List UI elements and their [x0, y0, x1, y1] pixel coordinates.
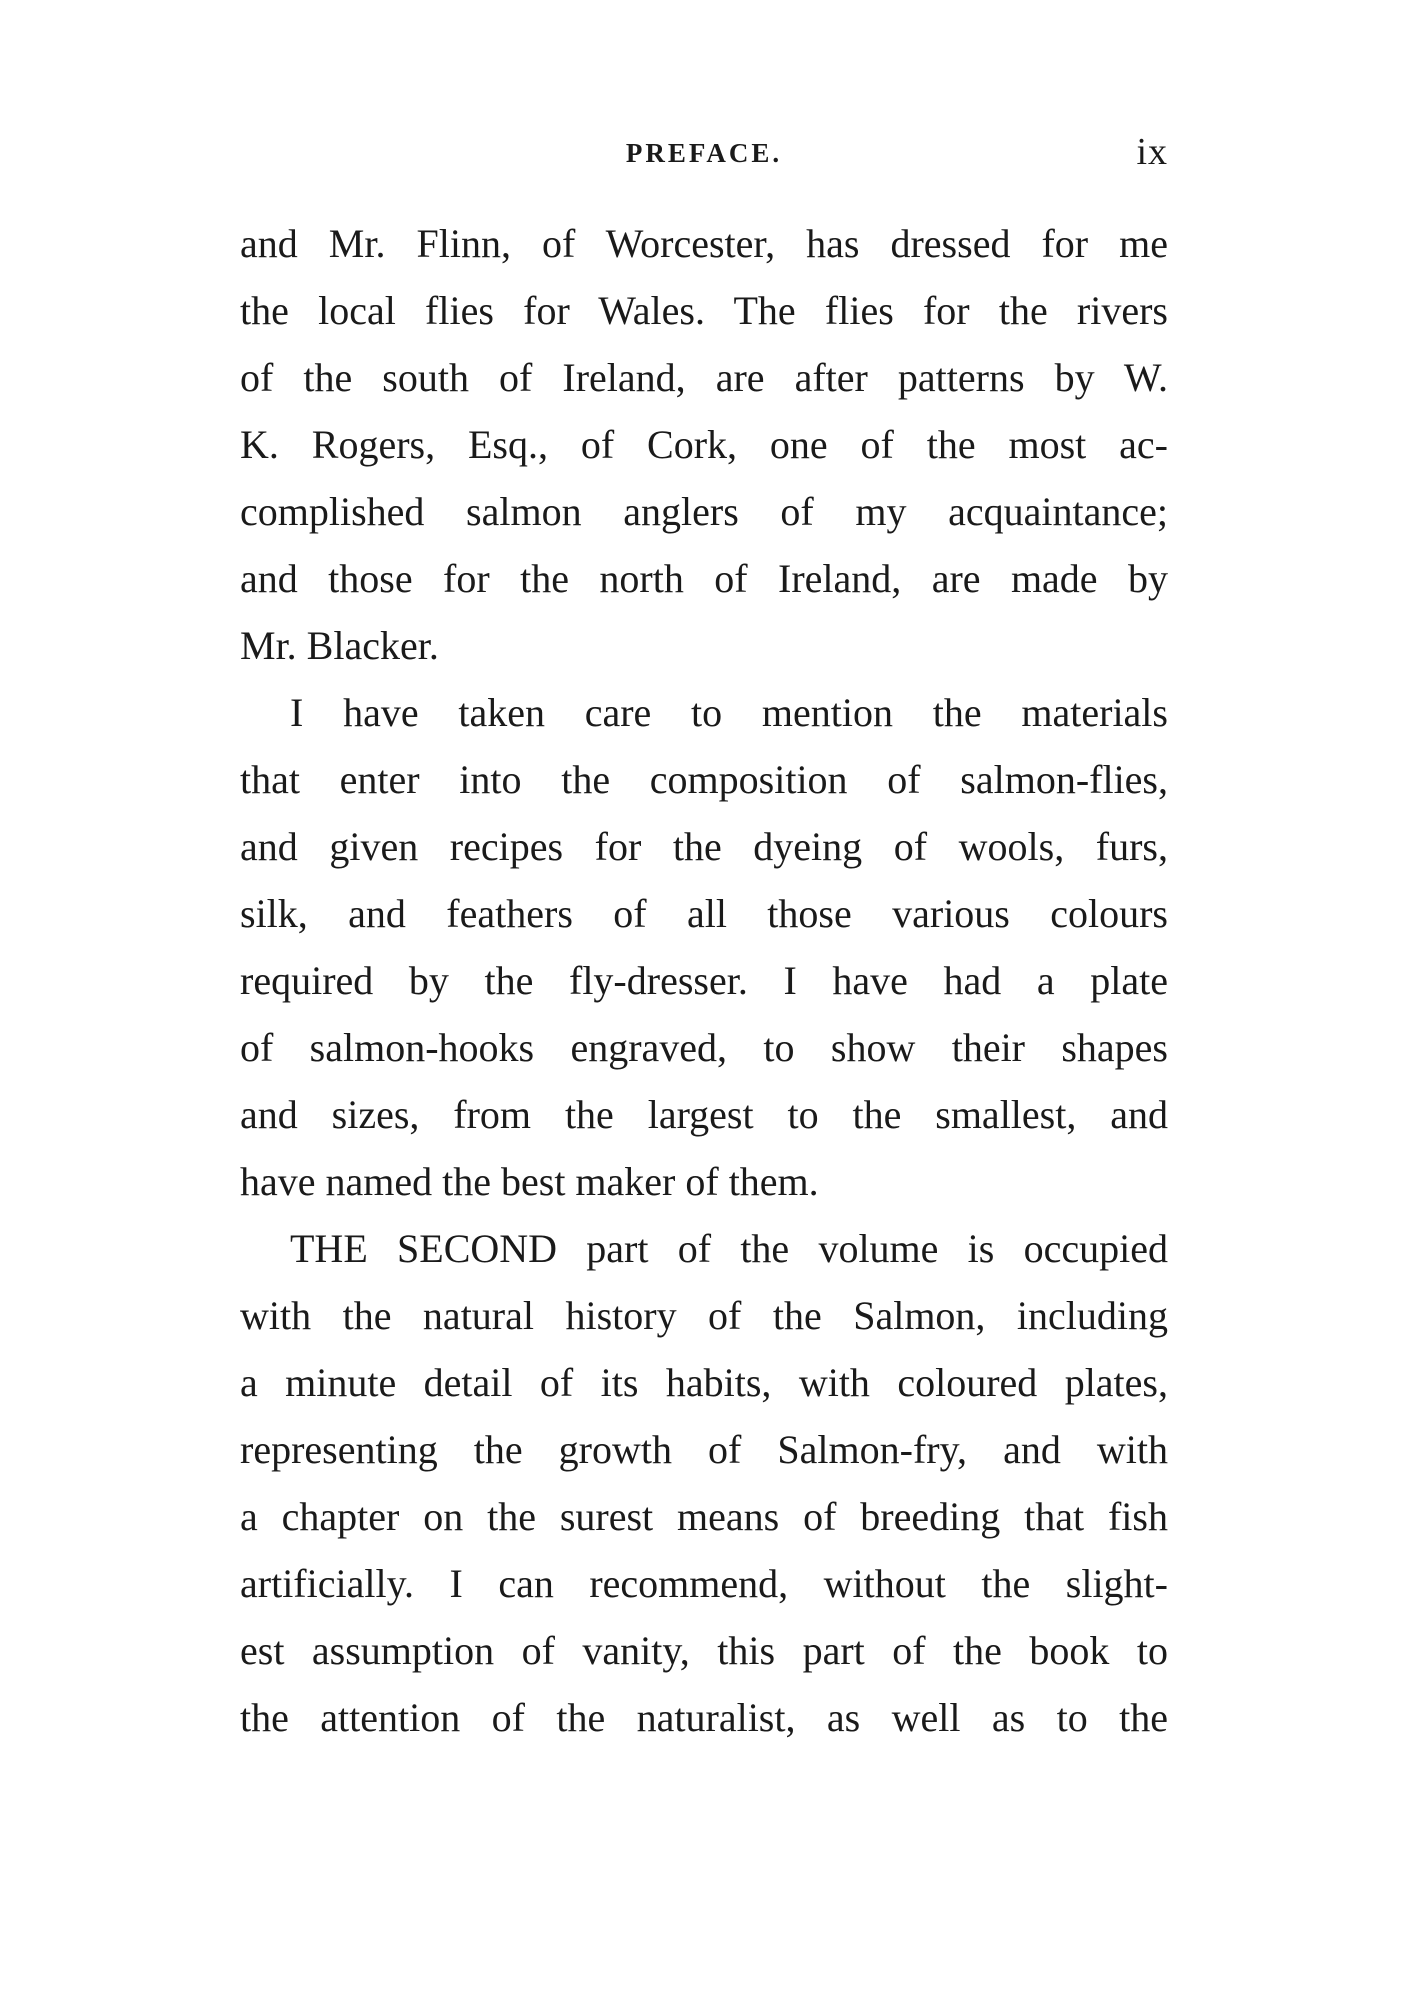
text-line: complished salmon anglers of my acquaintance; [240, 489, 1168, 534]
running-title: PREFACE. [625, 138, 783, 168]
text-line: have named the best maker of them. [240, 1159, 819, 1204]
text-line: K. Rogers, Esq., of Cork, one of the most ac- [240, 422, 1168, 467]
text-line: a chapter on the surest means of breeding that fish [240, 1494, 1168, 1539]
text-line: THE SECOND part of the volume is occupied [290, 1226, 1168, 1271]
text-line: that enter into the composition of salmon-flies, [240, 757, 1168, 802]
text-line: and sizes, from the largest to the smallest, and [240, 1092, 1168, 1137]
paragraph-2 [240, 679, 1168, 1215]
text-line: silk, and feathers of all those various colours [240, 891, 1168, 936]
text-line: est assumption of vanity, this part of the book to [240, 1628, 1168, 1673]
text-line: representing the growth of Salmon-fry, and with [240, 1427, 1168, 1472]
text-line: the local flies for Wales. The flies for the rivers [240, 288, 1168, 333]
text-line: and Mr. Flinn, of Worcester, has dressed for me [240, 221, 1168, 266]
body-text [240, 210, 1168, 1751]
text-line: a minute detail of its habits, with coloured plates, [240, 1360, 1168, 1405]
text-line: I have taken care to mention the materials [290, 690, 1168, 735]
text-line: of the south of Ireland, are after patterns by W. [240, 355, 1168, 400]
text-line: with the natural history of the Salmon, including [240, 1293, 1168, 1338]
text-line: the attention of the naturalist, as well as to the [240, 1695, 1168, 1740]
text-line: required by the fly-dresser. I have had a plate [240, 958, 1168, 1003]
text-line: and those for the north of Ireland, are made by [240, 556, 1168, 601]
text-line: artificially. I can recommend, without the slight- [240, 1561, 1168, 1606]
running-head [240, 130, 1168, 180]
text-line: and given recipes for the dyeing of wools, furs, [240, 824, 1168, 869]
paragraph-3 [240, 1215, 1168, 1751]
paragraph-1 [240, 210, 1168, 679]
page-number: ix [1136, 131, 1168, 173]
text-line: Mr. Blacker. [240, 623, 439, 668]
text-line: of salmon-hooks engraved, to show their shapes [240, 1025, 1168, 1070]
